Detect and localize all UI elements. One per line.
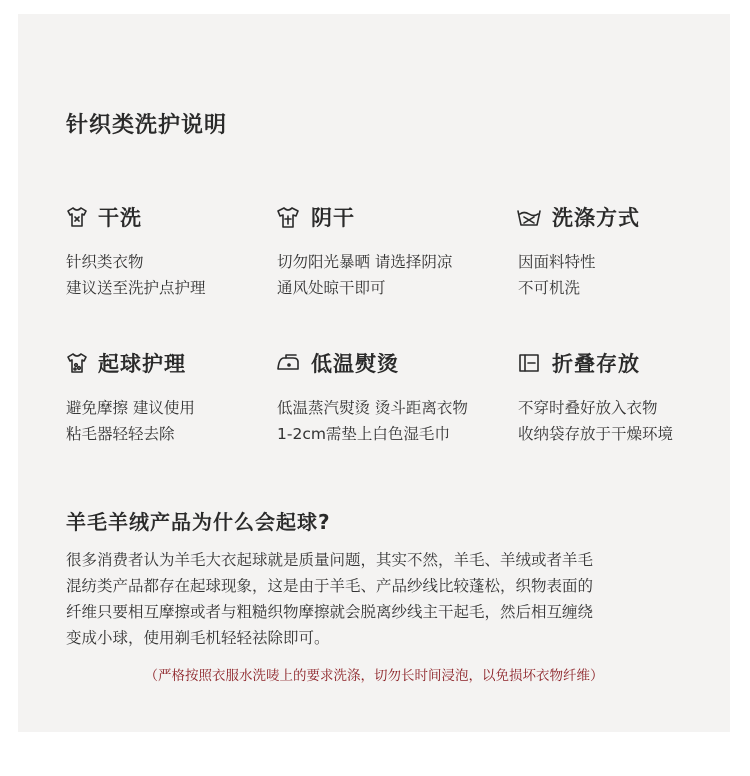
care-panel	[18, 14, 730, 732]
shade-dry-icon	[275, 204, 301, 230]
faq-paragraph-line-1: 很多消费者认为羊毛大衣起球就是质量问题，其实不然，羊毛、羊绒或者羊毛	[66, 551, 594, 569]
pilling-care-line-2: 粘毛器轻轻去除	[66, 425, 175, 443]
dry-clean-icon	[64, 204, 90, 230]
wash-method-line-2: 不可机洗	[518, 279, 581, 297]
faq-paragraph-line-3: 纤维只要相互摩擦或者与粗糙织物摩擦就会脱离纱线主干起毛，然后相互缠绕	[66, 603, 594, 621]
dry-clean-line-1: 针织类衣物	[66, 253, 144, 271]
shade-dry-title: 阴干	[311, 206, 355, 230]
fold-storage-icon	[516, 350, 542, 376]
low-temp-iron-line-1: 低温蒸汽熨烫 烫斗距离衣物	[277, 399, 468, 417]
faq-paragraph-line-4: 变成小球，使用剃毛机轻轻祛除即可。	[66, 629, 330, 647]
pilling-care-title: 起球护理	[98, 352, 186, 376]
fold-storage-line-2: 收纳袋存放于干燥环境	[518, 425, 674, 443]
shade-dry-line-1: 切勿阳光暴晒 请选择阴凉	[277, 253, 453, 271]
faq-paragraph-line-2: 混纺类产品都存在起球现象，这是由于羊毛、产品纱线比较蓬松，织物表面的	[66, 577, 594, 595]
low-temp-iron-icon	[275, 350, 301, 376]
pilling-care-icon	[64, 350, 90, 376]
wash-method-title: 洗涤方式	[552, 206, 640, 230]
fold-storage-title: 折叠存放	[552, 352, 640, 376]
faq-title: 羊毛羊绒产品为什么会起球?	[66, 510, 331, 534]
pilling-care-line-1: 避免摩擦 建议使用	[66, 399, 195, 417]
dry-clean-title: 干洗	[98, 206, 142, 230]
wash-method-line-1: 因面料特性	[518, 253, 596, 271]
low-temp-iron-line-2: 1-2cm需垫上白色湿毛巾	[277, 425, 450, 443]
fold-storage-line-1: 不穿时叠好放入衣物	[518, 399, 658, 417]
dry-clean-line-2: 建议送至洗护点护理	[66, 279, 206, 297]
page-title: 针织类洗护说明	[66, 113, 228, 138]
wash-method-icon	[516, 204, 542, 230]
low-temp-iron-title: 低温熨烫	[311, 352, 399, 376]
shade-dry-line-2: 通风处晾干即可	[277, 279, 386, 297]
care-note: （严格按照衣服水洗唛上的要求洗涤，切勿长时间浸泡，以免损坏衣物纤维）	[144, 668, 604, 684]
